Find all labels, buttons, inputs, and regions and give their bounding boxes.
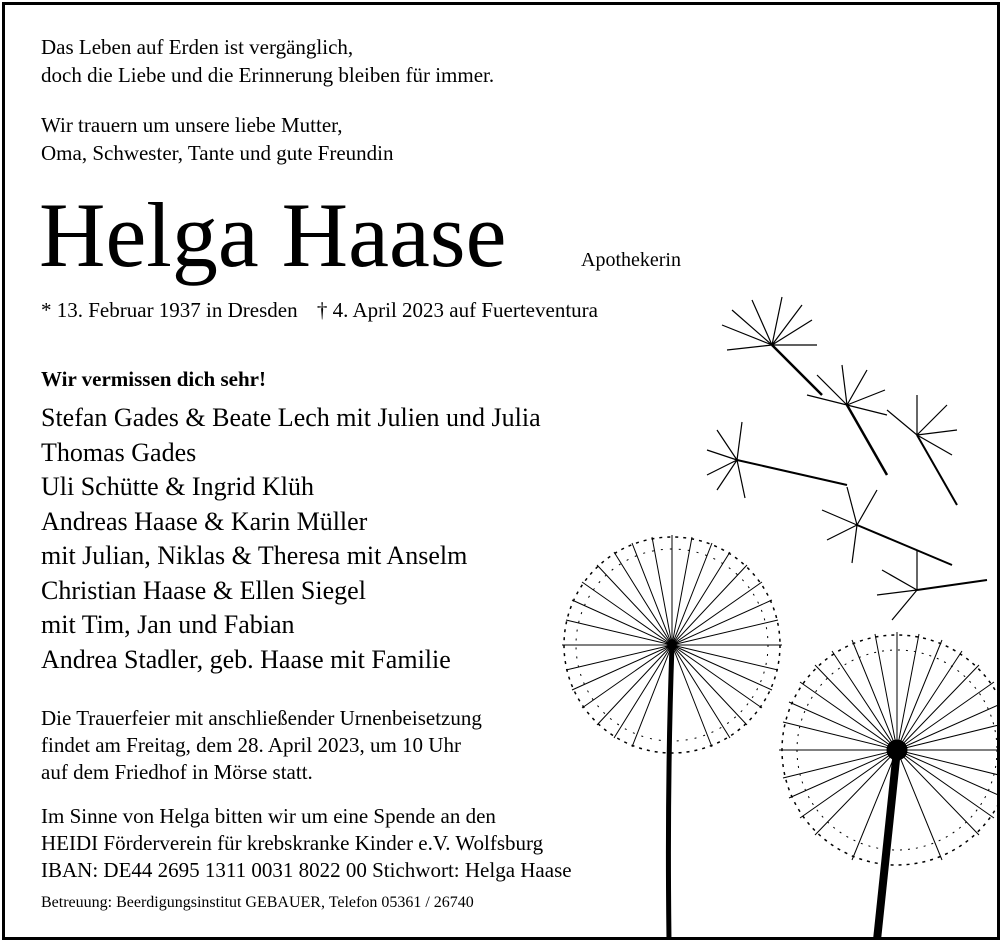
intro-line-3: Wir trauern um unsere liebe Mutter, [41,113,343,137]
death-date: † 4. April 2023 auf Fuerteventura [316,298,598,322]
obituary-notice [2,2,1000,940]
mourner-line: mit Tim, Jan und Fabian [41,610,295,639]
ceremony-info [41,705,482,786]
mourners-heading: Wir vermissen dich sehr! [41,367,266,391]
mourner-line: Andrea Stadler, geb. Haase mit Familie [41,644,451,674]
ceremony-line-2: findet am Freitag, dem 28. April 2023, um 10 Uhr [41,733,461,757]
mourners-list [41,401,541,677]
mourner-line: Uli Schütte & Ingrid Klüh [41,472,314,501]
mourner-line: mit Julian, Niklas & Theresa mit Anselm [41,541,468,570]
dandelion-illustration [557,5,997,940]
birth-date: * 13. Februar 1937 in Dresden [41,298,298,322]
ceremony-line-3: auf dem Friedhof in Mörse statt. [41,760,313,784]
intro-line-2: doch die Liebe und die Erinnerung bleiben für immer. [41,63,495,87]
donation-line-1: Im Sinne von Helga bitten wir um eine Spende an den [41,804,496,828]
life-dates [41,298,612,323]
intro-line-1: Das Leben auf Erden ist vergänglich, [41,35,354,59]
mourner-line: Andreas Haase & Karin Müller [41,506,368,536]
deceased-name: Helga Haase [39,184,507,286]
mourner-line: Stefan Gades & Beate Lech mit Julien und Julia [41,403,541,432]
mourner-line: Christian Haase & Ellen Siegel [41,575,366,605]
ceremony-line-1: Die Trauerfeier mit anschließender Urnenbeisetzung [41,706,482,730]
donation-line-3: IBAN: DE44 2695 1311 0031 8022 00 Stichwort: Helga Haase [41,858,572,882]
mourner-line: Thomas Gades [41,437,197,467]
donation-info [41,803,572,884]
donation-line-2: HEIDI Förderverein für krebskranke Kinder e.V. Wolfsburg [41,831,544,855]
funeral-home-note: Betreuung: Beerdigungsinstitut GEBAUER, Telefon 05361 / 26740 [41,894,474,911]
intro-line-4: Oma, Schwester, Tante und gute Freundin [41,141,394,165]
deceased-profession: Apothekerin [581,249,681,271]
